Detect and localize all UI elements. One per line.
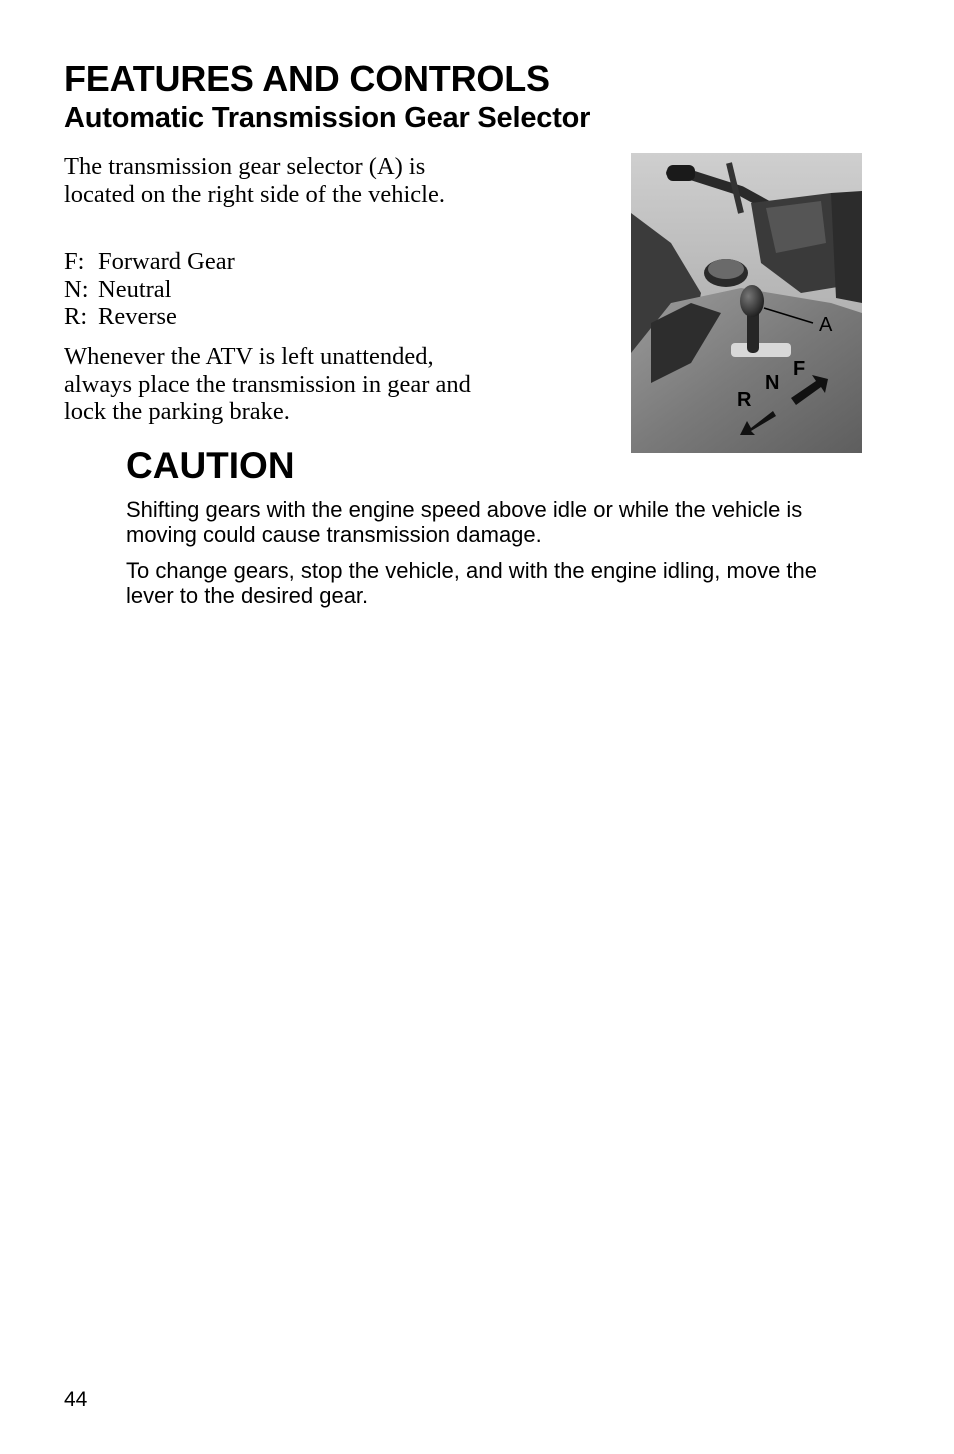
- gear-label-f: F: [793, 358, 806, 380]
- unattended-warning-paragraph: Whenever the ATV is left unattended, always place the transmission in gear and lock the parking brake.: [64, 343, 471, 425]
- gear-selector-photo: [631, 153, 862, 453]
- gear-label-n: N: [765, 372, 780, 394]
- frame-shadow: [831, 191, 862, 303]
- gear-label: Reverse: [98, 303, 177, 330]
- gear-key: R:: [64, 303, 88, 330]
- caution-paragraph-2: To change gears, stop the vehicle, and with the engine idling, move the lever to the desired gear.: [126, 558, 818, 608]
- fuel-cap-top: [708, 259, 744, 279]
- handlebar-grip: [667, 165, 695, 181]
- shifter-gate: [731, 343, 791, 357]
- gear-label: Neutral: [98, 275, 172, 303]
- caution-heading: CAUTION: [126, 445, 295, 486]
- shifter-knob: [740, 285, 764, 317]
- gear-item-neutral: [64, 276, 504, 304]
- gear-item-forward: [64, 248, 504, 276]
- caution-paragraph-1: Shifting gears with the engine speed above idle or while the vehicle is moving could cause transmission damage.: [126, 497, 803, 547]
- page-number: 44: [64, 1388, 88, 1411]
- gear-key: N:: [64, 275, 89, 303]
- gear-key: F:: [64, 248, 85, 275]
- callout-label-a: A: [819, 314, 833, 336]
- intro-paragraph: The transmission gear selector (A) is located on the right side of the vehicle.: [64, 153, 445, 208]
- gear-label-r: R: [737, 389, 752, 411]
- gear-item-reverse: [64, 303, 504, 331]
- page-subtitle: Automatic Transmission Gear Selector: [64, 102, 591, 134]
- gear-label: Forward Gear: [98, 248, 235, 275]
- section-title: FEATURES AND CONTROLS: [64, 58, 550, 99]
- gear-list: [64, 248, 504, 331]
